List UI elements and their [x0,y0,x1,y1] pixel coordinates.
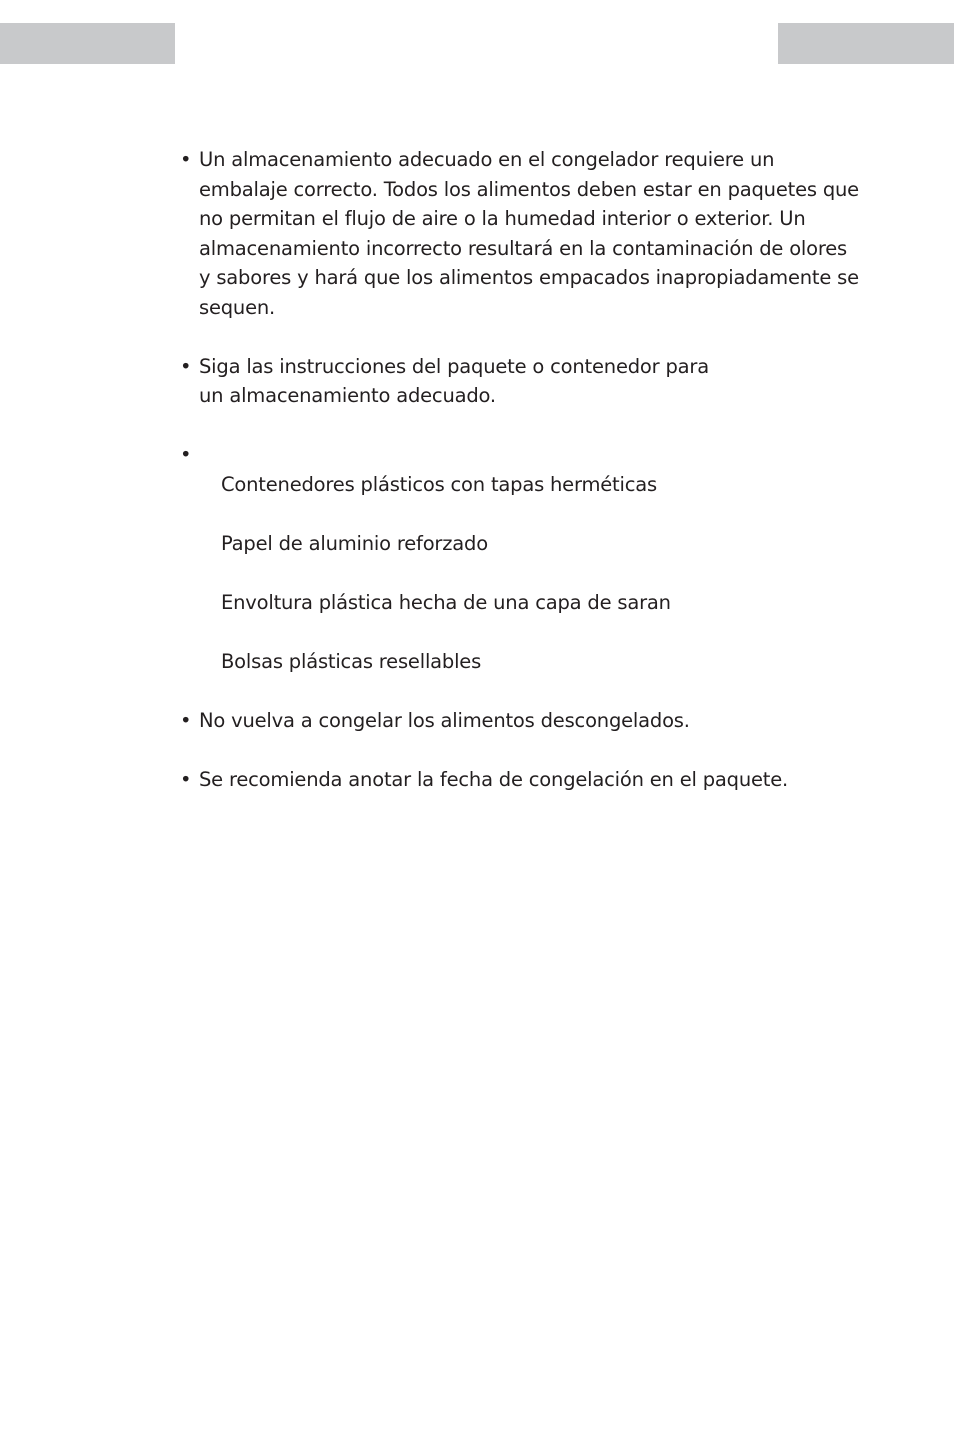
bullet-item-packaging [180,145,864,322]
bullet-item-instructions [180,352,739,411]
bullet-icon: • [180,708,192,732]
bullet-list [180,145,880,794]
bullet-text: Se recomienda anotar la fecha de congelación en el paquete. [199,767,789,791]
materials-list-item: Envoltura plástica hecha de una capa de saran [221,590,671,614]
bullet-text: No vuelva a congelar los alimentos descongelados. [199,708,690,732]
materials-list-item: Papel de aluminio reforzado [221,531,488,555]
materials-list-item: Bolsas plásticas resellables [221,649,482,673]
bullet-icon: • [180,443,192,466]
bullet-icon: • [180,767,192,791]
bullet-item-date-label [180,765,880,795]
header-tab-right [778,23,954,64]
bullet-text: Un almacenamiento adecuado en el congelador requiere un embalaje correcto. Todos los alimentos deben estar en paquetes que no permitan el flujo de aire o la humedad interior o exterior. Un almacenamiento incorrecto resultará en la contaminación de olores y sabores y hará que los alimentos empacados inapropiadamente se sequen. [199,148,859,319]
materials-list [180,470,880,677]
materials-list-item: Contenedores plásticos con tapas herméticas [221,472,657,496]
bullet-item-materials [180,440,880,470]
bullet-text: Siga las instrucciones del paquete o contenedor para un almacenamiento adecuado. [199,354,709,407]
bullet-icon: • [180,148,192,171]
bullet-icon: • [180,354,192,378]
header-tab-left [0,23,175,64]
bullet-item-refreeze [180,706,880,736]
